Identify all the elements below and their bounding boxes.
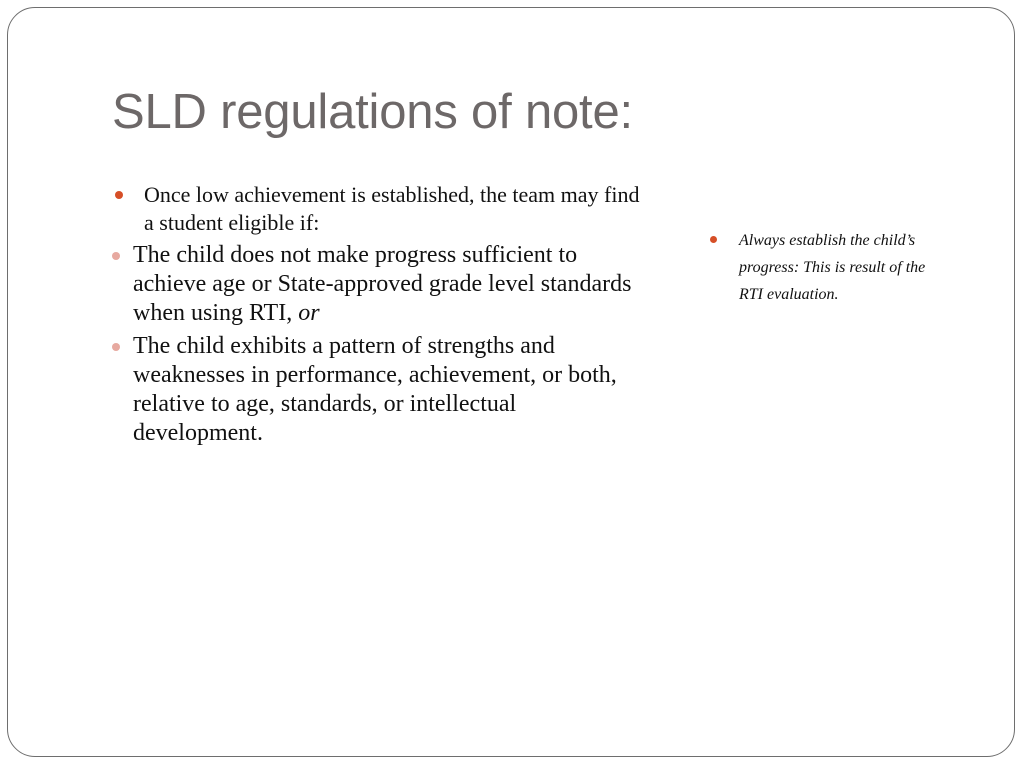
bullet-dot-icon xyxy=(710,236,717,243)
side-note-text: Always establish the child’s progress: This is result of the RTI evaluation. xyxy=(739,232,926,303)
side-note-item xyxy=(707,227,947,308)
main-bullet-text: Once low achievement is established, the team may find a student eligible if: xyxy=(144,182,640,235)
slide-title: SLD regulations of note: xyxy=(112,85,633,139)
main-bullet-list xyxy=(112,181,652,237)
main-content xyxy=(112,181,652,448)
main-bullet xyxy=(112,181,652,237)
side-note-list xyxy=(707,227,947,308)
sub-bullet-text: The child exhibits a pattern of strengths and weaknesses in performance, achievement, or both, relative to age, standards, or intellectual development. xyxy=(133,333,617,446)
bullet-dot-icon xyxy=(112,252,120,260)
sub-bullet-emphasis: or xyxy=(298,300,320,326)
sub-bullet-text: The child does not make progress sufficient to achieve age or State-approved grade level standards when using RTI, xyxy=(133,242,632,326)
sub-bullet-pattern xyxy=(112,332,652,448)
sub-bullet-list xyxy=(112,241,652,448)
bullet-dot-icon xyxy=(115,191,123,199)
side-note xyxy=(707,227,947,308)
bullet-dot-icon xyxy=(112,343,120,351)
sub-bullet-progress xyxy=(112,241,652,328)
